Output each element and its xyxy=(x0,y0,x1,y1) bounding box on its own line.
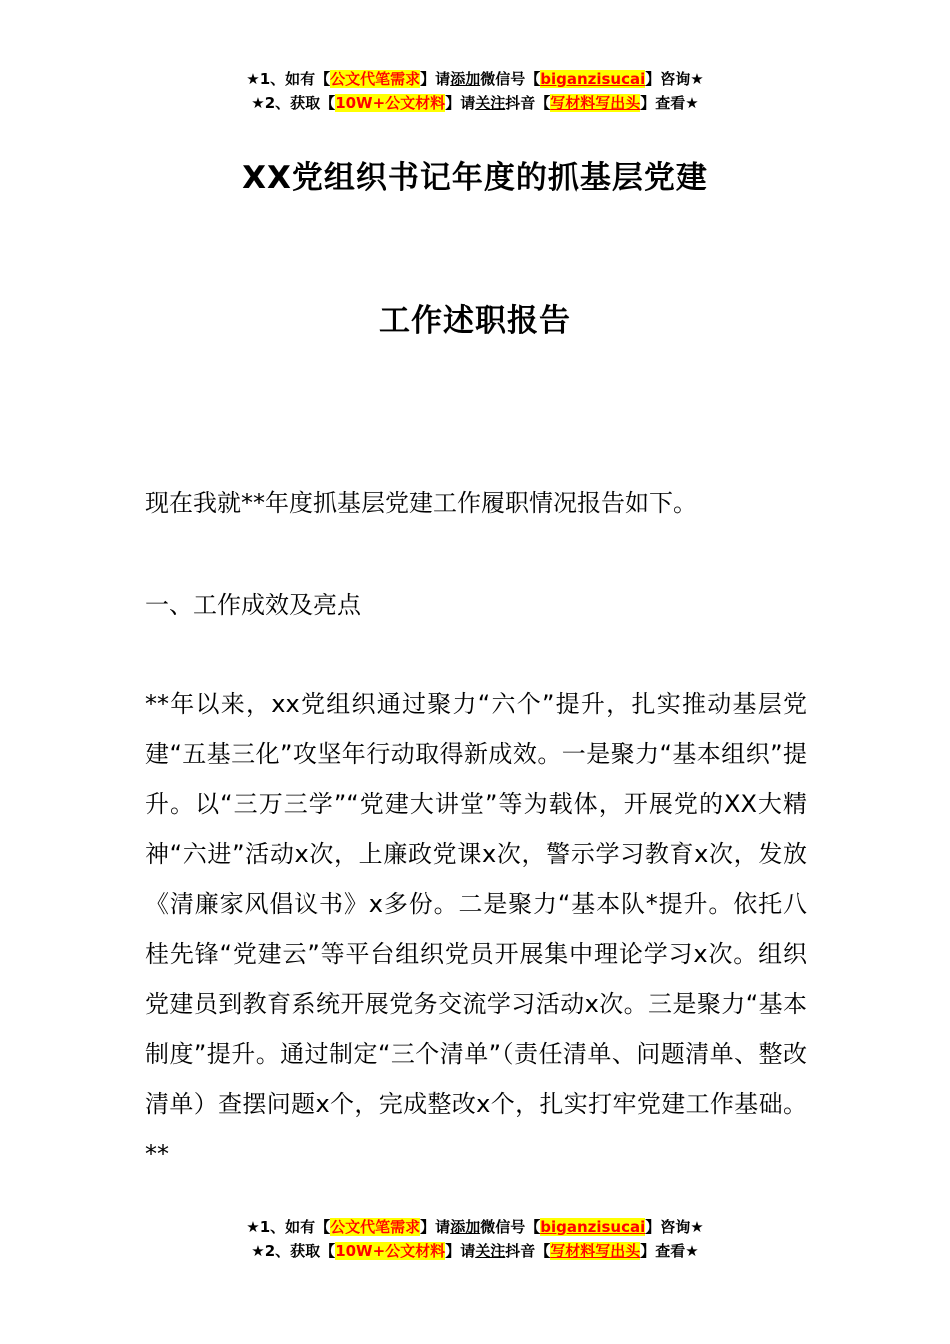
highlight-materials: 10W+公文材料 xyxy=(335,94,446,112)
underlined-text: 关注 xyxy=(475,1242,506,1260)
banner-text: 】咨询★ xyxy=(645,1218,704,1236)
highlight-materials: 10W+公文材料 xyxy=(335,1242,446,1260)
banner-text: 】咨询★ xyxy=(645,70,704,88)
highlight-douyin: 写材料写出头 xyxy=(550,1242,641,1260)
underlined-text: 关注 xyxy=(475,94,506,112)
banner-text: 】请 xyxy=(445,94,476,112)
highlight-service: 公文代笔需求 xyxy=(330,70,421,88)
banner-line-1 xyxy=(0,1215,950,1239)
banner-text: 】查看★ xyxy=(640,94,699,112)
footer-banner xyxy=(0,1215,950,1263)
highlight-service: 公文代笔需求 xyxy=(330,1218,421,1236)
banner-line-2 xyxy=(0,91,950,115)
banner-text: ★2、获取【 xyxy=(251,1242,336,1260)
document-title-line-1: XX党组织书记年度的抓基层党建 xyxy=(242,160,708,196)
header-banner xyxy=(0,67,950,115)
banner-text: ★1、如有【 xyxy=(246,1218,331,1236)
body-paragraph: **年以来，xx党组织通过聚力“六个”提升，扎实推动基层党建“五基三化”攻坚年行动取得新成效。一是聚力“基本组织”提升。以“三万三学”“党建大讲堂”等为载体，开展党的XX大精神“六进”活动x次，上廉政党课x次，警示学习教育x次，发放《清廉家风倡议书》x多份。二是聚力“基本队*提升。依托八桂先锋“党建云”等平台组织党员开展集中理论学习x次。组织党建员到教育系统开展党务交流学习活动x次。三是聚力“基本制度”提升。通过制定“三个清单”（责任清单、问题清单、整改清单）查摆问题x个，完成整改x个，扎实打牢党建工作基础。** xyxy=(145,690,807,1168)
section-heading: 一、工作成效及亮点 xyxy=(145,591,361,619)
underlined-text: 添加 xyxy=(450,70,481,88)
banner-text: 】请 xyxy=(420,1218,451,1236)
intro-paragraph: 现在我就**年度抓基层党建工作履职情况报告如下。 xyxy=(145,489,697,517)
banner-text: 】请 xyxy=(445,1242,476,1260)
banner-text: 抖音【 xyxy=(505,1242,551,1260)
banner-text: 】查看★ xyxy=(640,1242,699,1260)
highlight-douyin: 写材料写出头 xyxy=(550,94,641,112)
banner-text: ★2、获取【 xyxy=(251,94,336,112)
banner-line-1 xyxy=(0,67,950,91)
banner-text: 微信号【 xyxy=(480,1218,541,1236)
banner-line-2 xyxy=(0,1239,950,1263)
banner-text: 抖音【 xyxy=(505,94,551,112)
highlight-wechat-id: biganzisucai xyxy=(540,70,646,88)
banner-text: 微信号【 xyxy=(480,70,541,88)
banner-text: ★1、如有【 xyxy=(246,70,331,88)
banner-text: 】请 xyxy=(420,70,451,88)
highlight-wechat-id: biganzisucai xyxy=(540,1218,646,1236)
underlined-text: 添加 xyxy=(450,1218,481,1236)
document-title-line-2: 工作述职报告 xyxy=(379,303,571,339)
